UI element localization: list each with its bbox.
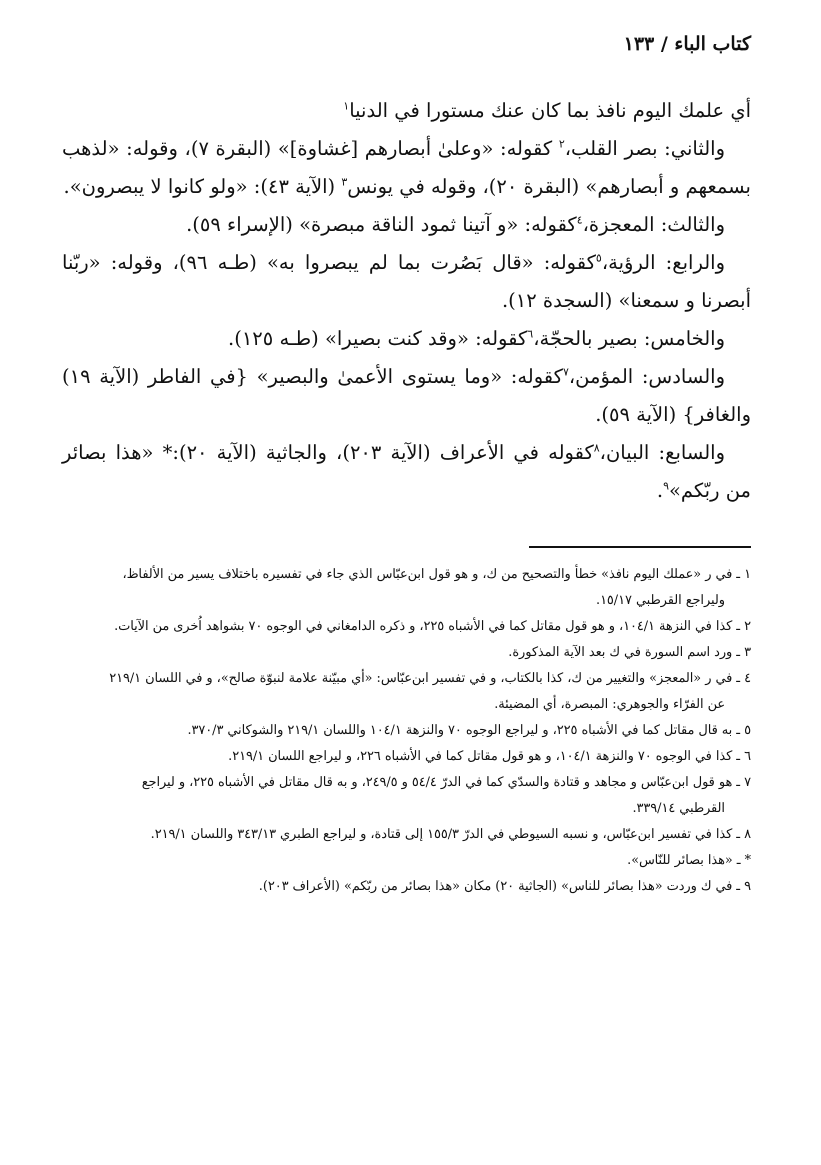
footnote-continuation: القرطبي ٣٣٩/١٤. xyxy=(632,801,725,816)
footnote-ref[interactable]: ٧ xyxy=(562,365,569,379)
footnote-ref[interactable]: ٨ xyxy=(593,441,600,455)
footnote-ref[interactable]: ٣ xyxy=(341,175,348,189)
paragraph-text: والسادس: المؤمن، xyxy=(568,365,725,388)
footnote xyxy=(62,744,751,770)
footnote xyxy=(62,614,751,640)
footnote xyxy=(62,718,751,744)
paragraph-5 xyxy=(62,320,751,358)
paragraph-text: والثاني: بصر القلب، xyxy=(564,137,726,160)
footnote-text: ٢ ـ كذا في النزهة ١٠٤/١، و هو قول مقاتل كما في الأشباه ٢٢٥، و ذكره الدامغاني في الوجوه ٧٠ بشواهد اُخرى من الآيات. xyxy=(114,619,751,634)
page xyxy=(62,30,751,1135)
footnote-separator xyxy=(529,546,751,548)
footnote xyxy=(62,848,751,874)
footnotes xyxy=(62,562,751,900)
footnote-ref[interactable]: ١ xyxy=(343,99,350,113)
footnote-text: ٩ ـ في ك وردت «هذا بصائر للناس» (الجاثية ٢٠) مكان «هذا بصائر من ربّكم» (الأعراف ٢٠٣). xyxy=(258,879,751,894)
paragraph-2 xyxy=(62,130,751,206)
footnote-ref[interactable]: ٦ xyxy=(527,327,534,341)
footnote xyxy=(62,562,751,614)
paragraph-text: . xyxy=(656,479,664,502)
paragraph-6 xyxy=(62,358,751,434)
footnote-text: ٣ ـ ورد اسم السورة في ك بعد الآية المذكورة. xyxy=(508,645,751,660)
paragraph-text: كقوله في الأعراف (الآية ٢٠٣)، والجاثية (الآية ٢٠):* «هذا بصائر من ربّكم» xyxy=(62,441,751,502)
running-header xyxy=(62,30,751,58)
footnote xyxy=(62,822,751,848)
footnote xyxy=(62,640,751,666)
main-text xyxy=(62,92,751,510)
paragraph-text: أي علمك اليوم نافذ بما كان عنك مستورا في الدنيا xyxy=(349,99,751,122)
paragraph-text: كقوله: «وما يستوى الأعمىٰ والبصير» {في الفاطر (الآية ١٩) والغافر} (الآية ٥٩). xyxy=(62,365,751,426)
footnote-ref[interactable]: ٢ xyxy=(558,137,565,151)
footnote-text: ٦ ـ كذا في الوجوه ٧٠ والنزهة ١٠٤/١، و هو قول مقاتل كما في الأشباه ٢٢٦، و ليراجع اللسان ٢١٩/١. xyxy=(228,749,751,764)
footnote-text: * ـ «هذا بصائر للنّاس». xyxy=(627,853,751,868)
paragraph-text: (الآية ٤٣): «ولو كانوا لا يبصرون». xyxy=(63,175,342,198)
paragraph-3 xyxy=(62,206,751,244)
paragraph-1 xyxy=(62,92,751,130)
paragraph-text: كقوله: «قال بَصُرت بما لم يبصروا به» (طـه ٩٦)، وقوله: «ربّنا أبصرنا و سمعنا» (السجدة ١٢). xyxy=(62,251,751,312)
footnote-text: ٥ ـ به قال مقاتل كما في الأشباه ٢٢٥، و ليراجع الوجوه ٧٠ والنزهة ١٠٤/١ واللسان ٢١٩/١ والشوكاني ٣٧٠/٣. xyxy=(187,723,751,738)
footnote-ref[interactable]: ٩ xyxy=(663,479,669,493)
footnote-text: ٤ ـ في ر «المعجز» والتغيير من ك، كذا بالكتاب، و في تفسير ابن‌عبّاس: «أي مبيّنة علامة لنبوّة صالح»، و في اللسان ٢١٩/١ xyxy=(109,671,751,686)
footnote xyxy=(62,770,751,822)
footnote-ref[interactable]: ٤ xyxy=(576,213,583,227)
footnote-ref[interactable]: ٥ xyxy=(595,251,602,265)
footnote-text: ٨ ـ كذا في تفسير ابن‌عبّاس، و نسبه السيوطي في الدرّ ١٥٥/٣ إلى قتادة، و ليراجع الطبري ٣٤٣/١٣ واللسان ٢١٩/١. xyxy=(150,827,751,842)
footnote-text: ١ ـ في ر «عملك اليوم نافذ» خطأ والتصحيح من ك، و هو قول ابن‌عبّاس الذي جاء في تفسيره باختلاف يسير من الألفاظ، xyxy=(122,567,751,582)
paragraph-text: والخامس: بصير بالحجّة، xyxy=(533,327,725,350)
running-title: كتاب الباء / ١٣٣ xyxy=(623,33,751,55)
footnote-continuation: وليراجع القرطبي ١٥/١٧. xyxy=(595,593,725,608)
footnote xyxy=(62,874,751,900)
footnote xyxy=(62,666,751,718)
paragraph-4 xyxy=(62,244,751,320)
paragraph-text: والسابع: البيان، xyxy=(599,441,725,464)
paragraph-text: والثالث: المعجزة، xyxy=(582,213,725,236)
paragraph-text: كقوله: «و آتينا ثمود الناقة مبصرة» (الإسراء ٥٩). xyxy=(186,213,577,236)
footnote-text: ٧ ـ هو قول ابن‌عبّاس و مجاهد و قتادة والسدّي كما في الدرّ ٥٤/٤ و ٢٤٩/٥، و به قال مقاتل في الأشباه ٢٢٥، و ليراجع xyxy=(141,775,751,790)
paragraph-text: والرابع: الرؤية، xyxy=(601,251,725,274)
paragraph-7 xyxy=(62,434,751,510)
paragraph-text: كقوله: «وقد كنت بصيرا» (طـه ١٢٥). xyxy=(228,327,528,350)
paragraph-text: كقوله: «وعلىٰ أبصارهم [غشاوة]» (البقرة ٧)، وقوله: «لذهب بسمعهم و أبصارهم» (البقرة ٢٠)، وقوله في يونس xyxy=(62,137,751,198)
footnote-continuation: عن الفرّاء والجوهري: المبصرة، أي المضيئة. xyxy=(494,697,725,712)
